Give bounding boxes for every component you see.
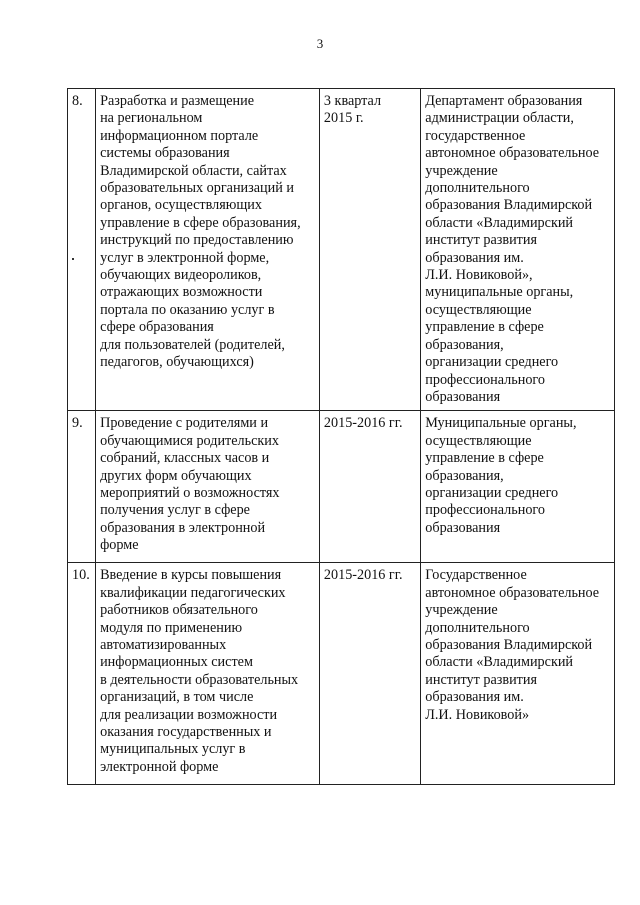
row-number: 8. <box>68 89 96 411</box>
row-deadline: 2015-2016 гг. <box>319 411 420 563</box>
row-responsible: Департамент образования администрации области, государственное автономное образовательное учреждение дополнительного образования Владимирской области «Владимирский институт развития образования им. Л.И. Новиковой», муниципальные органы, осуществляющие управление в сфере образования, организации среднего профессионального образования <box>421 89 615 411</box>
row-responsible: Муниципальные органы, осуществляющие управление в сфере образования, организации среднего профессионального образования <box>421 411 615 563</box>
table-row <box>68 411 615 563</box>
scan-speck <box>72 258 74 260</box>
row-responsible: Государственное автономное образовательное учреждение дополнительного образования Владимирской области «Владимирский институт развития образования им. Л.И. Новиковой» <box>421 563 615 785</box>
row-activity: Проведение с родителями и обучающимися родительских собраний, классных часов и других форм обучающих мероприятий о возможностях получения услуг в сфере образования в электронной форме <box>96 411 320 563</box>
row-deadline: 3 квартал 2015 г. <box>319 89 420 411</box>
page-number: 3 <box>316 36 324 51</box>
table-row <box>68 89 615 411</box>
table-row <box>68 563 615 785</box>
row-activity: Введение в курсы повышения квалификации педагогических работников обязательного модуля по применению автоматизированных информационных систем в деятельности образовательных организаций, в том числе для реализации возможности оказания государственных и муниципальных услуг в электронной форме <box>96 563 320 785</box>
row-number: 10. <box>68 563 96 785</box>
row-deadline: 2015-2016 гг. <box>319 563 420 785</box>
activity-plan-table <box>67 88 615 785</box>
row-activity: Разработка и размещение на региональном информационном портале системы образования Владимирской области, сайтах образовательных организаций и органов, осуществляющих управление в сфере образования, инструкций по предоставлению услуг в электронной форме, обучающих видеороликов, отражающих возможности портала по оказанию услуг в сфере образования для пользователей (родителей, педагогов, обучающихся) <box>96 89 320 411</box>
row-number: 9. <box>68 411 96 563</box>
